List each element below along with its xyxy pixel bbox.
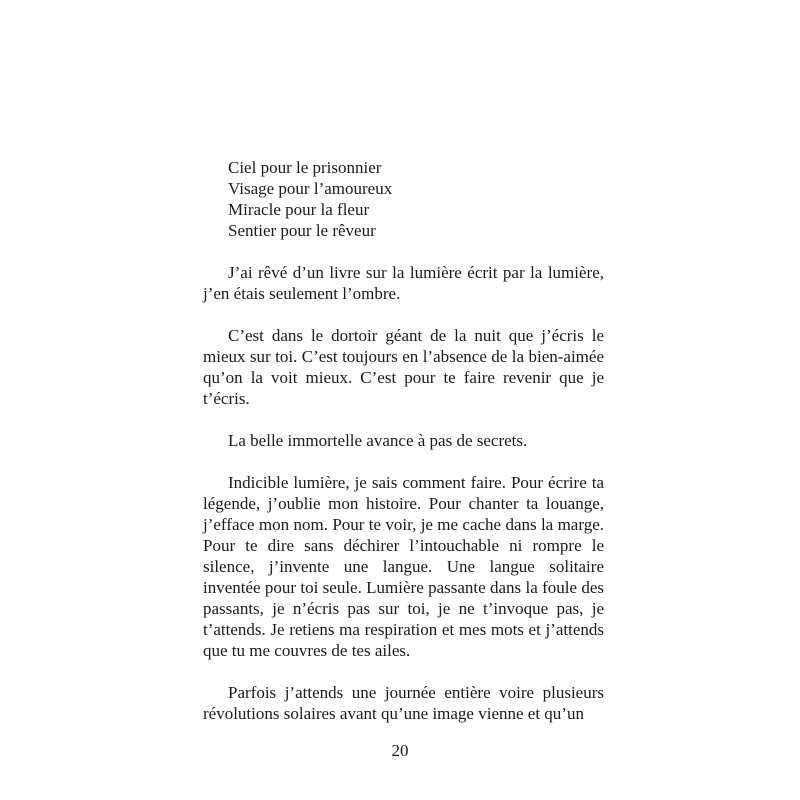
paragraph-spacer [203,661,604,682]
paragraph-spacer [203,304,604,325]
paragraph-spacer [203,451,604,472]
page-body [203,157,604,724]
paragraph: Parfois j’attends une journée entière voire plusieurs révolutions solaires avant qu’une image vienne et qu’un [203,683,604,723]
paragraph-spacer [203,241,604,262]
verse-line: Ciel pour le prisonnier [228,158,382,177]
page-number: 20 [391,741,409,760]
paragraph: C’est dans le dortoir géant de la nuit que j’écris le mieux sur toi. C’est toujours en l’absence de la bien-aimée qu’on la voit mieux. C’est pour te faire revenir que je t’écris. [203,326,604,408]
paragraph: La belle immortelle avance à pas de secrets. [228,431,528,450]
verse-line: Sentier pour le rêveur [228,221,376,240]
verse-stanza [203,157,604,241]
verse-line: Visage pour l’amoureux [228,179,393,198]
paragraph-spacer [203,409,604,430]
paragraph: J’ai rêvé d’un livre sur la lumière écrit par la lumière, j’en étais seulement l’ombre. [203,263,604,303]
verse-line: Miracle pour la fleur [228,200,370,219]
paragraph: Indicible lumière, je sais comment faire. Pour écrire ta légende, j’oublie mon histoire. Pour chanter ta louange, j’efface mon nom. Pour te voir, je me cache dans la marge. Pour te dire sans déchirer l’intouchable ni rompre le silence, j’invente une langue. Une langue solitaire inventée pour toi seule. Lumière passante dans la foule des passants, je n’écris pas sur toi, je ne t’invoque pas, je t’attends. Je retiens ma respiration et mes mots et j’attends que tu me couvres de tes ailes. [203,473,604,660]
